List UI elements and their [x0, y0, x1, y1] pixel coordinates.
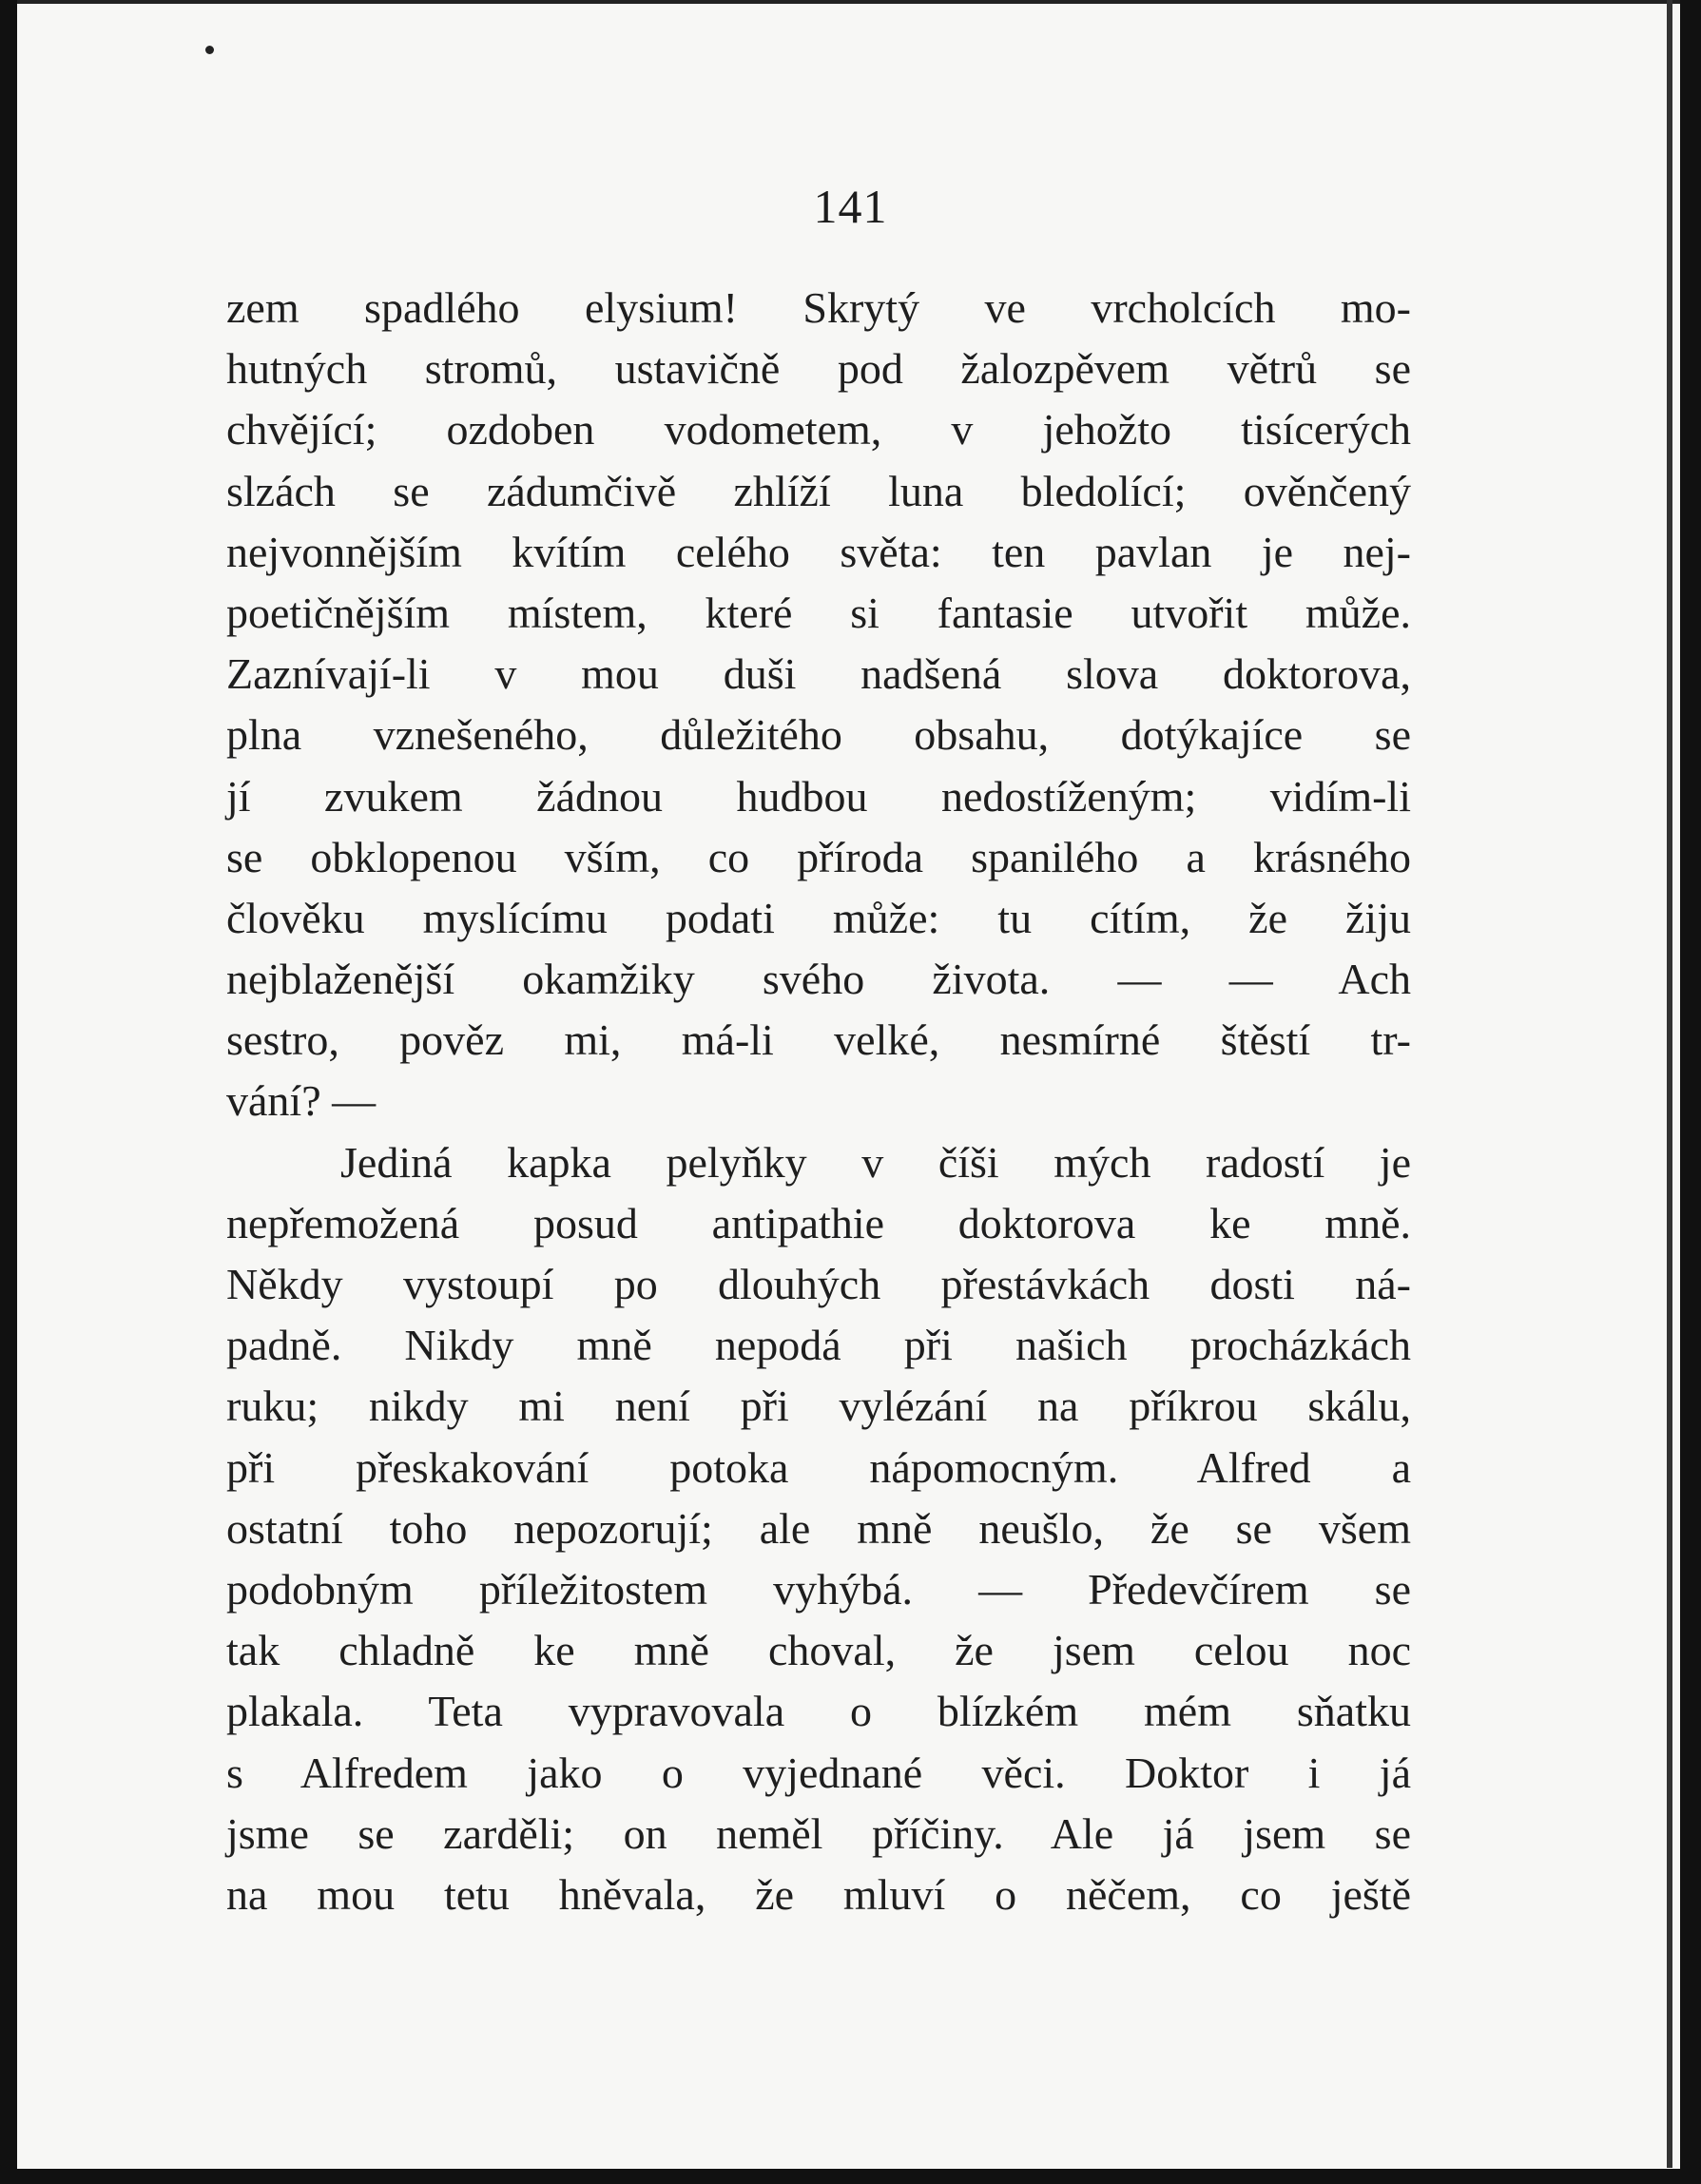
text-line: Jediná kapka pelyňky v číši mých radostí je	[340, 1137, 1411, 1187]
text-line: nejblaženější okamžiky svého života. — — Ach	[226, 955, 1411, 1004]
text-line: Někdy vystoupí po dlouhých přestávkách dosti ná-	[226, 1260, 1411, 1308]
text-line: člověku myslícímu podati může: tu cítím, že žiju	[226, 893, 1411, 942]
text-line: při přeskakování potoka nápomocným. Alfred a	[226, 1442, 1411, 1492]
text-line: na mou tetu hněvala, že mluví o něčem, co ještě	[226, 1869, 1411, 1919]
text-line: zem spadlého elysium! Skrytý ve vrcholcích mo-	[226, 283, 1411, 332]
scan-border-top	[0, 0, 1701, 4]
text-line: padně. Nikdy mně nepodá při našich procházkách	[226, 1321, 1411, 1370]
text-line: nepřemožená posud antipathie doktorova ke mně.	[226, 1198, 1411, 1247]
text-line: s Alfredem jako o vyjednané věci. Doktor i já	[226, 1748, 1411, 1797]
text-line: chvějící; ozdoben vodometem, v jehožto tisícerých	[226, 405, 1411, 454]
text-line: nejvonnějším kvítím celého světa: ten pavlan je nej-	[226, 527, 1411, 576]
scan-border-bottom	[0, 2169, 1701, 2184]
speck-mark	[205, 46, 214, 54]
text-line: jí zvukem žádnou hudbou nedostíženým; vidím-li	[226, 771, 1411, 821]
text-line: ruku; nikdy mi není při vylézání na příkrou skálu,	[226, 1382, 1411, 1431]
text-line: poetičnějším místem, které si fantasie utvořit může.	[226, 588, 1411, 637]
text-line: plakala. Teta vypravovala o blízkém mém sňatku	[226, 1687, 1411, 1736]
body-text	[226, 278, 1411, 1925]
text-line: jsme se zarděli; on neměl příčiny. Ale já jsem se	[226, 1808, 1411, 1858]
page-edge-rule	[1667, 0, 1672, 2168]
page-number: 141	[813, 180, 888, 233]
text-line: slzách se zádumčivě zhlíží luna bledolící; ověnčený	[226, 466, 1411, 515]
text-line: se obklopenou vším, co příroda spanilého a krásného	[226, 832, 1411, 881]
scan-border-left	[0, 0, 17, 2184]
scan-border-right	[1680, 0, 1701, 2184]
text-line: podobným příležitostem vyhýbá. — Předevčírem se	[226, 1564, 1411, 1614]
text-line: Zaznívají-li v mou duši nadšená slova doktorova,	[226, 649, 1411, 699]
text-line: sestro, pověz mi, má-li velké, nesmírné štěstí tr-	[226, 1015, 1411, 1065]
text-line: ostatní toho nepozorují; ale mně neušlo, že se všem	[226, 1503, 1411, 1553]
text-line: vání? —	[226, 1076, 377, 1126]
text-line: hutných stromů, ustavičně pod žalozpěvem větrů se	[226, 344, 1411, 394]
text-line: plna vznešeného, důležitého obsahu, dotýkajíce se	[226, 710, 1411, 760]
text-line: tak chladně ke mně choval, že jsem celou noc	[226, 1626, 1411, 1675]
